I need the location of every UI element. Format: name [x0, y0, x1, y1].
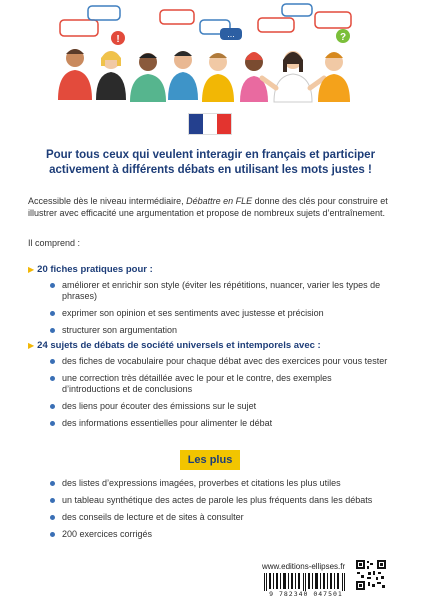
intro-part2: donne des clés pour construire et illustrer avec efficacité une argumentation et propose de nombreux sujets d’entraînement.	[28, 196, 388, 218]
section1-list	[50, 280, 390, 342]
exclamation-bubble: !	[116, 34, 120, 45]
list-item: un tableau synthétique des actes de parole les plus fréquents dans les débats	[50, 495, 390, 506]
qr-code-icon	[356, 560, 386, 590]
list-item: des informations essentielles pour alimenter le débat	[50, 418, 390, 429]
french-flag	[188, 113, 232, 135]
publisher-url: www.editions-ellipses.fr	[262, 562, 346, 571]
les-plus-list	[50, 478, 390, 546]
list-item: exprimer son opinion et ses sentiments avec justesse et précision	[50, 308, 390, 319]
flag-blue	[189, 114, 203, 134]
flag-red	[217, 114, 231, 134]
les-plus-badge: Les plus	[180, 450, 240, 470]
intro-part1: Accessible dès le niveau intermédiaire,	[28, 196, 187, 206]
intro-paragraph	[28, 195, 388, 219]
list-item: améliorer et enrichir son style (éviter les répétitions, nuancer, varier les types de phrases)	[50, 280, 390, 302]
book-title: Débattre en FLE	[186, 196, 253, 206]
dots-bubble: ...	[227, 29, 235, 39]
barcode-icon	[264, 573, 346, 591]
isbn-number: 9 782340 047501	[269, 590, 343, 598]
list-item: des conseils de lecture et de sites à consulter	[50, 512, 390, 523]
section2-heading-text: 24 sujets de débats de société universels et intemporels avec :	[37, 340, 321, 351]
list-item: des listes d’expressions imagées, proverbes et citations les plus utiles	[50, 478, 390, 489]
triangle-bullet-icon: ▶	[28, 265, 35, 274]
flag-white	[203, 114, 217, 134]
triangle-bullet-icon: ▶	[28, 341, 35, 350]
illustration-people-speaking	[0, 0, 421, 112]
headline: Pour tous ceux qui veulent interagir en français et participer activement à différents débats en utilisant les mots justes !	[45, 149, 376, 176]
section1-heading-text: 20 fiches pratiques pour :	[37, 264, 153, 275]
section2-list	[50, 356, 390, 435]
question-bubble: ?	[339, 32, 347, 43]
list-item: structurer son argumentation	[50, 325, 390, 336]
list-item: des liens pour écouter des émissions sur le sujet	[50, 401, 390, 412]
section2-heading	[28, 340, 321, 351]
section1-heading	[28, 264, 153, 275]
comprend-label: Il comprend :	[28, 238, 81, 248]
list-item: 200 exercices corrigés	[50, 529, 390, 540]
list-item: une correction très détaillée avec le pour et le contre, des exemples d’introductions et de conclusions	[50, 373, 390, 395]
list-item: des fiches de vocabulaire pour chaque débat avec des exercices pour vous tester	[50, 356, 390, 367]
